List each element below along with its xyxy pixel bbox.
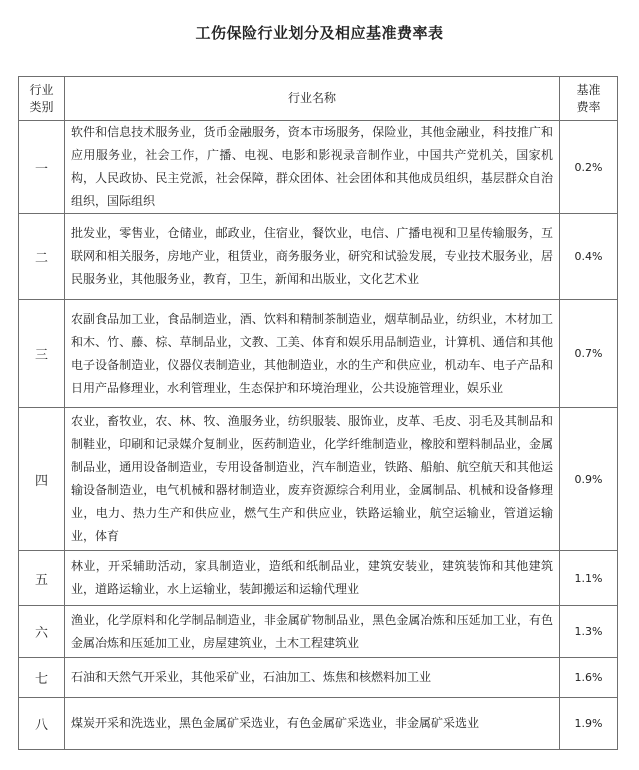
table-row (19, 551, 618, 606)
industry-names-cell: 林业，开采辅助活动，家具制造业，造纸和纸制品业，建筑安装业，建筑装饰和其他建筑业，道路运输业，水上运输业，装卸搬运和运输代理业 (65, 551, 560, 606)
table-row (19, 698, 618, 750)
table-row (19, 300, 618, 408)
rate-cell: 1.9% (560, 698, 618, 750)
header-rate-line-1: 基准 (576, 82, 601, 97)
category-cell: 六 (19, 606, 65, 658)
header-category-line-2: 类别 (29, 99, 54, 114)
rate-cell: 0.4% (560, 214, 618, 300)
header-rate-line-2: 费率 (576, 99, 601, 114)
rate-table (18, 76, 618, 750)
category-cell: 五 (19, 551, 65, 606)
rate-cell: 1.3% (560, 606, 618, 658)
industry-names-cell: 农副食品加工业，食品制造业，酒、饮料和精制茶制造业，烟草制品业，纺织业，木材加工和木、竹、藤、棕、草制品业，文教、工美、体育和娱乐用品制造业，计算机、通信和其他电子设备制造业，仪器仪表制造业，其他制造业，水的生产和供应业，机动车、电子产品和日用产品修理业，水利管理业，生态保护和环境治理业，公共设施管理业，娱乐业 (65, 300, 560, 408)
rate-cell: 1.1% (560, 551, 618, 606)
industry-names-cell: 石油和天然气开采业，其他采矿业，石油加工、炼焦和核燃料加工业 (65, 658, 560, 698)
category-cell: 七 (19, 658, 65, 698)
category-cell: 二 (19, 214, 65, 300)
industry-names-cell: 煤炭开采和洗选业，黑色金属矿采选业，有色金属矿采选业，非金属矿采选业 (65, 698, 560, 750)
industry-names-cell: 渔业，化学原料和化学制品制造业，非金属矿物制品业，黑色金属冶炼和压延加工业，有色金属冶炼和压延加工业，房屋建筑业，土木工程建筑业 (65, 606, 560, 658)
category-cell: 八 (19, 698, 65, 750)
category-cell: 一 (19, 121, 65, 214)
header-category-line-1: 行业 (29, 82, 54, 97)
page-title: 工伤保险行业划分及相应基准费率表 (195, 24, 444, 42)
rate-cell: 0.2% (560, 121, 618, 214)
category-cell: 四 (19, 408, 65, 551)
category-cell: 三 (19, 300, 65, 408)
industry-names-cell: 农业，畜牧业，农、林、牧、渔服务业，纺织服装、服饰业，皮革、毛皮、羽毛及其制品和制鞋业，印刷和记录媒介复制业，医药制造业，化学纤维制造业，橡胶和塑料制品业，金属制品业，通用设备制造业，专用设备制造业，汽车制造业，铁路、船舶、航空航天和其他运输设备制造业，电气机械和器材制造业，废弃资源综合利用业，金属制品、机械和设备修理业，电力、热力生产和供应业，燃气生产和供应业，铁路运输业，航空运输业，管道运输业，体育 (65, 408, 560, 551)
table-row (19, 214, 618, 300)
table-row (19, 408, 618, 551)
table-header-row (19, 77, 618, 121)
industry-names-cell: 软件和信息技术服务业，货币金融服务，资本市场服务，保险业，其他金融业，科技推广和应用服务业，社会工作，广播、电视、电影和影视录音制作业，中国共产党机关，国家机构，人民政协、民主党派，社会保障，群众团体、社会团体和其他成员组织，基层群众自治组织，国际组织 (65, 121, 560, 214)
table-row (19, 121, 618, 214)
industry-names-cell: 批发业，零售业，仓储业，邮政业，住宿业，餐饮业，电信、广播电视和卫星传输服务，互联网和相关服务，房地产业，租赁业，商务服务业，研究和试验发展，专业技术服务业，居民服务业，其他服务业，教育，卫生，新闻和出版业，文化艺术业 (65, 214, 560, 300)
header-category (19, 77, 65, 121)
table-row (19, 658, 618, 698)
rate-cell: 0.9% (560, 408, 618, 551)
rate-cell: 0.7% (560, 300, 618, 408)
header-industry-name: 行业名称 (65, 77, 560, 121)
header-rate (560, 77, 618, 121)
rate-cell: 1.6% (560, 658, 618, 698)
table-row (19, 606, 618, 658)
